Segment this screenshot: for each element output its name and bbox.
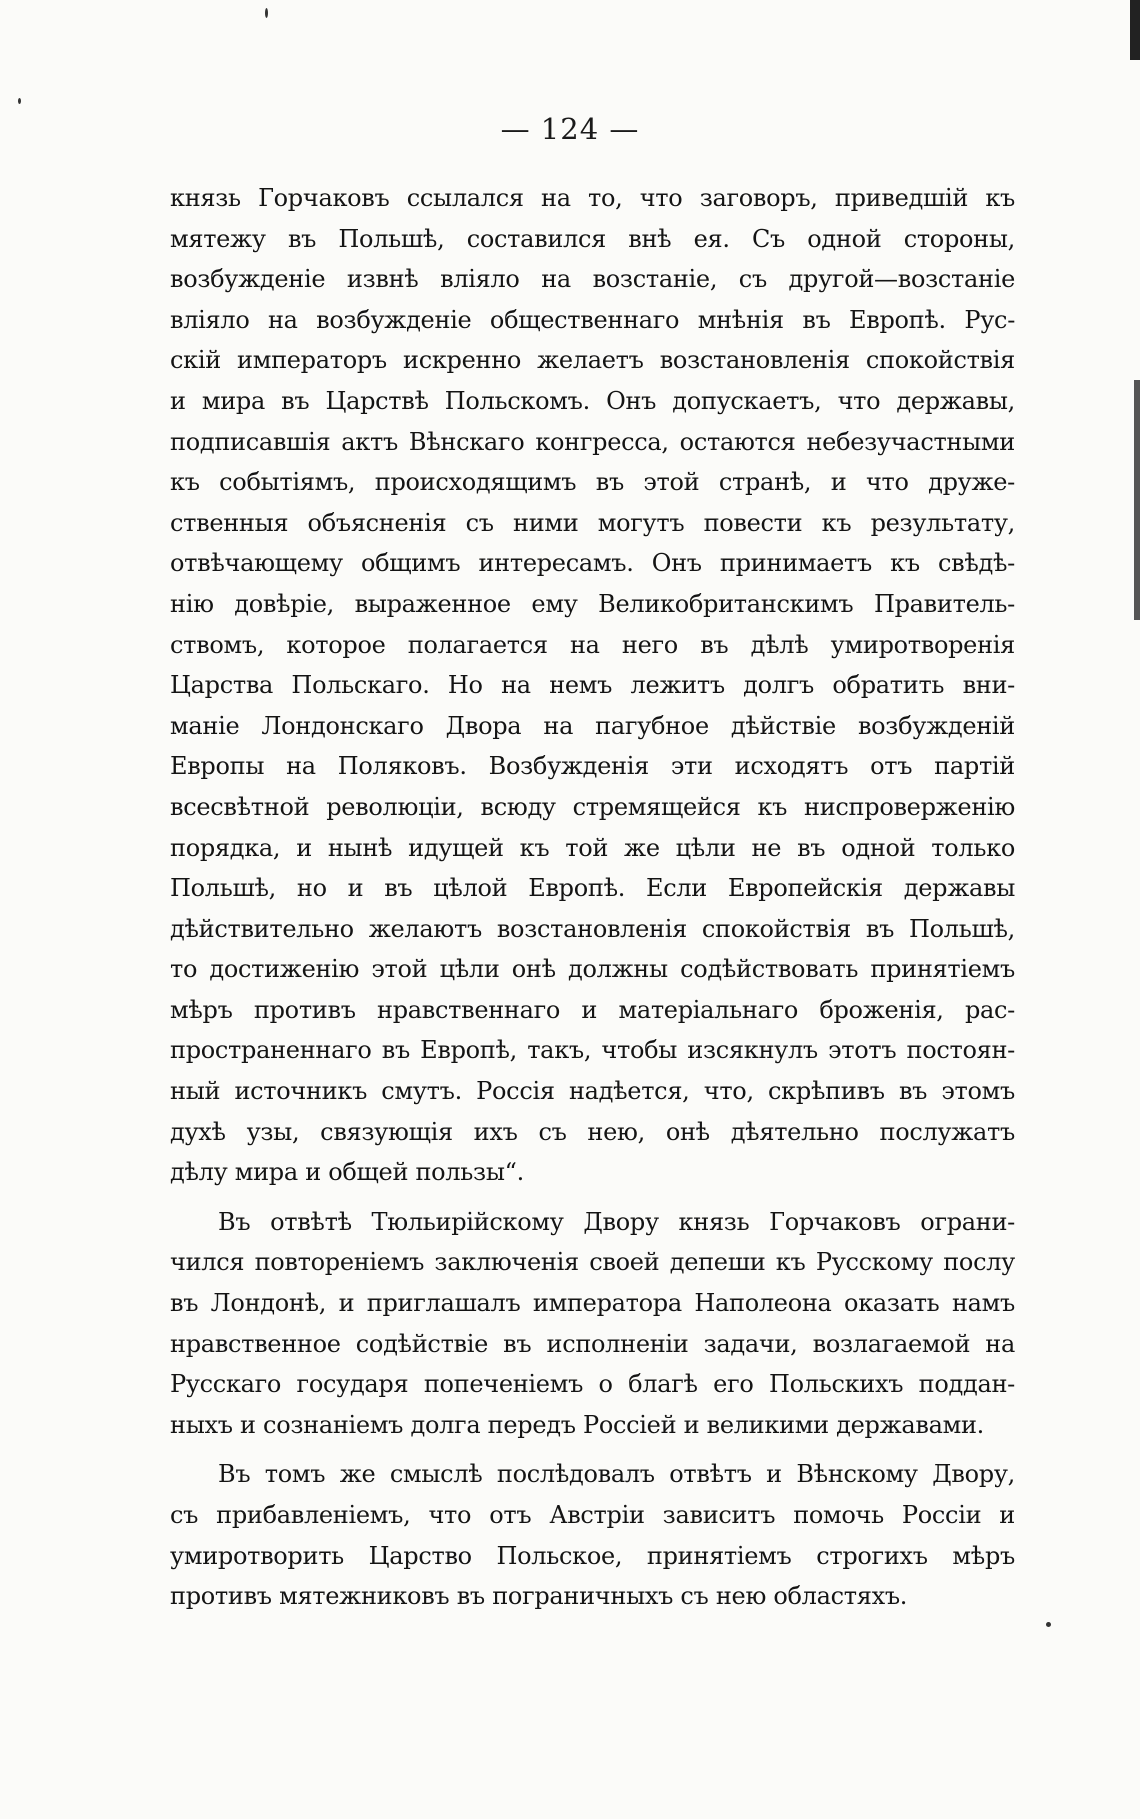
text-line: вліяло на возбужденіе общественнаго мнѣнія въ Европѣ. Рус- [170,305,1015,334]
text-line: ный источникъ смутъ. Россія надѣется, что, скрѣпивъ въ этомъ [170,1077,1015,1106]
text-line: въ Лондонѣ, и приглашалъ императора Наполеона оказать намъ [170,1289,1015,1318]
scan-speck [1046,1622,1051,1627]
scan-edge-artifact [1130,0,1140,60]
text-line: духѣ узы, связующія ихъ съ нею, онѣ дѣятельно послужатъ [170,1117,1015,1146]
scan-speck [265,8,268,18]
text-line: нравственное содѣйствіе въ исполненіи задачи, возлагаемой на [170,1329,1015,1358]
text-line: Русскаго государя попеченіемъ о благѣ его Польскихъ поддан- [170,1370,1015,1399]
text-line: возбужденіе извнѣ вліяло на возстаніе, съ другой—возстаніе [170,265,1015,294]
text-line: умиротворить Царство Польское, принятіемъ строгихъ мѣръ [170,1541,1015,1570]
text-line: къ событіямъ, происходящимъ въ этой странѣ, и что друже- [170,468,1015,497]
text-line: ственныя объясненія съ ними могутъ повести къ результату, [170,508,1015,537]
text-line: дѣлу мира и общей пользы“. [170,1158,524,1187]
text-line: маніе Лондонскаго Двора на пагубное дѣйствіе возбужденій [170,711,1015,740]
text-line: всесвѣтной революціи, всюду стремящейся къ ниспроверженію [170,792,1015,821]
text-line: князь Горчаковъ ссылался на то, что заговоръ, приведшій къ [170,184,1015,212]
page-number: — 124 — [500,112,640,146]
scan-speck [18,98,21,104]
text-line: отвѣчающему общимъ интересамъ. Онъ принимаетъ къ свѣдѣ- [170,549,1015,578]
text-line: пространеннаго въ Европѣ, такъ, чтобы изсякнулъ этотъ постоян- [170,1036,1015,1065]
text-line: ныхъ и сознаніемъ долга передъ Россіей и великими державами. [170,1410,985,1439]
text-line: съ прибавленіемъ, что отъ Австріи зависитъ помочь Россіи и [170,1501,1015,1529]
text-line: мѣръ противъ нравственнаго и матеріальнаго броженія, рас- [170,995,1015,1024]
text-line: противъ мятежниковъ въ пограничныхъ съ нею областяхъ. [170,1582,908,1611]
text-line: Въ отвѣтѣ Тюльирійскому Двору князь Горчаковъ ограни- [218,1207,1015,1236]
text-line: скій императоръ искренно желаетъ возстановленія спокойствія [170,346,1015,375]
text-line: Въ томъ же смыслѣ послѣдовалъ отвѣтъ и Вѣнскому Двору, [218,1460,1015,1489]
text-line: то достиженію этой цѣли онѣ должны содѣйствовать принятіемъ [170,955,1015,984]
text-line: мятежу въ Польшѣ, составился внѣ ея. Съ одной стороны, [170,224,1015,253]
text-line: ствомъ, которое полагается на него въ дѣлѣ умиротворенія [170,630,1015,659]
text-line: нію довѣріе, выраженное ему Великобританскимъ Правитель- [170,589,1015,618]
text-line: Царства Польскаго. Но на немъ лежитъ долгъ обратить вни- [170,671,1015,700]
scan-edge-artifact [1134,380,1140,620]
text-line: Польшѣ, но и въ цѣлой Европѣ. Если Европейскія державы [170,874,1015,903]
text-line: подписавшія актъ Вѣнскаго конгресса, остаются небезучастными [170,427,1015,456]
paragraph-1 [170,178,1015,1193]
text-line: чился повтореніемъ заключенія своей депеши къ Русскому послу [170,1248,1015,1277]
paragraph-3 [170,1454,1015,1616]
text-line: и мира въ Царствѣ Польскомъ. Онъ допускаетъ, что державы, [170,386,1015,415]
paragraph-2 [170,1202,1015,1446]
text-line: дѣйствительно желаютъ возстановленія спокойствія въ Польшѣ, [170,914,1015,943]
text-line: порядка, и нынѣ идущей къ той же цѣли не въ одной только [170,833,1015,862]
body-text [170,178,1015,1617]
text-line: Европы на Поляковъ. Возбужденія эти исходятъ отъ партій [170,752,1015,781]
